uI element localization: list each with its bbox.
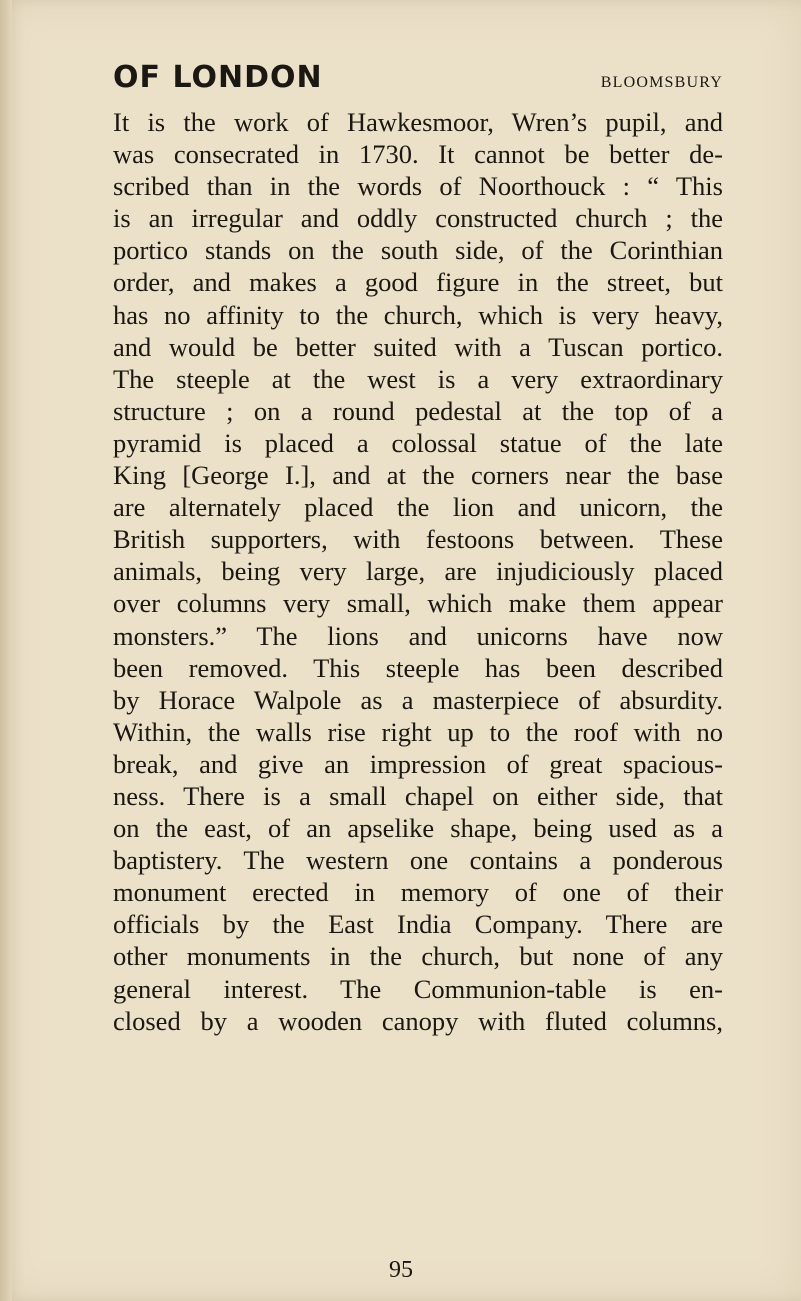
text-line: break, and give an impression of great spacious-	[113, 748, 723, 779]
text-line: portico stands on the south side, of the Corinthian	[113, 235, 723, 266]
running-head	[113, 60, 723, 100]
text-line: monsters.” The lions and unicorns have now	[113, 620, 723, 651]
body-text	[113, 106, 723, 1037]
section-title: BLOOMSBURY	[600, 74, 723, 91]
text-line: It is the work of Hawkesmoor, Wren’s pupil, and	[113, 107, 723, 137]
text-line: structure ; on a round pedestal at the top of a	[113, 395, 723, 426]
text-line: by Horace Walpole as a masterpiece of absurdity.	[113, 684, 723, 715]
text-line: officials by the East India Company. There are	[113, 909, 723, 940]
text-line: closed by a wooden canopy with fluted columns,	[113, 1005, 723, 1036]
text-line: has no affinity to the church, which is very heavy,	[113, 299, 723, 330]
running-title: OF LONDON	[113, 60, 323, 95]
text-line: is an irregular and oddly constructed church ; the	[113, 203, 723, 234]
text-line: baptistery. The western one contains a ponderous	[113, 845, 723, 876]
text-line: monument erected in memory of one of their	[113, 877, 723, 908]
text-line: King [George I.], and at the corners near the base	[113, 460, 723, 491]
text-line: scribed than in the words of Noorthouck : “ This	[113, 171, 723, 202]
text-line: general interest. The Communion-table is en-	[113, 973, 723, 1004]
text-line: ness. There is a small chapel on either side, that	[113, 780, 723, 811]
text-line: British supporters, with festoons between. These	[113, 524, 723, 555]
text-line: pyramid is placed a colossal statue of the late	[113, 427, 723, 458]
text-line: and would be better suited with a Tuscan portico.	[113, 331, 723, 362]
text-line: order, and makes a good figure in the street, but	[113, 267, 723, 298]
text-line: been removed. This steeple has been described	[113, 652, 723, 683]
text-line: are alternately placed the lion and unicorn, the	[113, 492, 723, 523]
text-line: was consecrated in 1730. It cannot be better de-	[113, 139, 723, 170]
text-line: Within, the walls rise right up to the roof with no	[113, 716, 723, 747]
text-line: The steeple at the west is a very extraordinary	[113, 363, 723, 394]
text-line: on the east, of an apselike shape, being used as a	[113, 813, 723, 844]
page-gutter-shadow	[0, 0, 12, 1301]
text-line: other monuments in the church, but none of any	[113, 941, 723, 972]
text-line: animals, being very large, are injudiciously placed	[113, 556, 723, 587]
page-number: 95	[389, 1257, 413, 1283]
text-line: over columns very small, which make them appear	[113, 588, 723, 619]
